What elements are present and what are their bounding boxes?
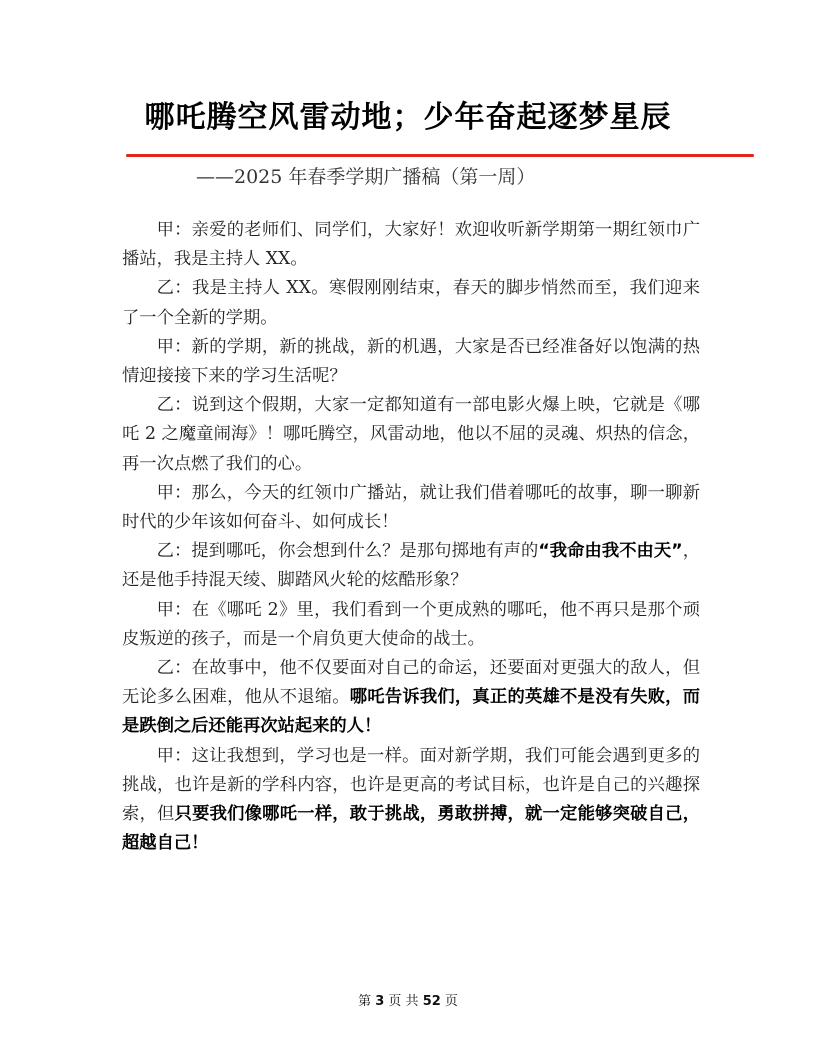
footer-middle: 页 共 [388,994,419,1009]
total-page-count: 52 [422,994,441,1009]
document-body [122,216,700,858]
paragraph-text-after: ，还是他手持混天绫、脚踏风火轮的炫酷形象？ [122,541,700,591]
paragraph-1 [122,216,700,274]
paragraph-4 [122,391,700,479]
paragraph-text: 甲：这让我想到，学习也是一样。面对新学期，我们可能会遇到更多的挑战，也许是新的学科内容，也许是更高的考试目标，也许是自己的兴趣探索，但 [122,745,700,825]
paragraph-5 [122,479,700,537]
paragraph-text: 乙：提到哪吒，你会想到什么？是那句掷地有声的 [156,541,539,562]
paragraph-text: 乙：在故事中，他不仅要面对自己的命运，还要面对更强大的敌人，但无论多么困难，他从不退缩。 [122,658,700,708]
title-divider [126,154,754,157]
page-footer [0,990,816,1009]
paragraph-9 [122,742,700,859]
document-subtitle: ——2025 年春季学期广播稿（第一周） [196,166,536,188]
paragraph-emphasis: 只要我们像哪吒一样，敢于挑战，勇敢拼搏，就一定能够突破自己，超越自己！ [122,804,700,854]
paragraph-text: 甲：亲爱的老师们、同学们，大家好！欢迎收听新学期第一期红领巾广播站，我是主持人 XX。 [122,220,700,270]
footer-suffix: 页 [444,994,458,1009]
paragraph-emphasis: 哪吒告诉我们，真正的英雄不是没有失败，而是跌倒之后还能再次站起来的人！ [122,687,700,737]
paragraph-text: 甲：新的学期，新的挑战，新的机遇，大家是否已经准备好以饱满的热情迎接接下来的学习生活呢？ [122,336,700,387]
current-page-number: 3 [375,994,385,1009]
paragraph-7 [122,596,700,654]
document-title: 哪吒腾空风雷动地；少年奋起逐梦星辰 [144,100,672,135]
paragraph-emphasis: “我命由我不由天” [538,541,683,562]
paragraph-3 [122,333,700,391]
paragraph-text: 乙：说到这个假期，大家一定都知道有一部电影火爆上映，它就是《哪吒 2 之魔童闹海》！哪吒腾空，风雷动地，他以不屈的灵魂、炽热的信念，再一次点燃了我们的心。 [122,395,700,474]
paragraph-8 [122,654,700,742]
paragraph-text: 甲：在《哪吒 2》里，我们看到一个更成熟的哪吒，他不再只是那个顽皮叛逆的孩子，而是一个肩负更大使命的战士。 [122,599,700,649]
footer-prefix: 第 [358,994,372,1009]
paragraph-text: 甲：那么，今天的红领巾广播站，就让我们借着哪吒的故事，聊一聊新时代的少年该如何奋斗、如何成长！ [122,482,700,533]
paragraph-6 [122,537,700,595]
paragraph-text: 乙：我是主持人 XX。寒假刚刚结束，春天的脚步悄然而至，我们迎来了一个全新的学期。 [122,278,700,328]
paragraph-2 [122,274,700,332]
